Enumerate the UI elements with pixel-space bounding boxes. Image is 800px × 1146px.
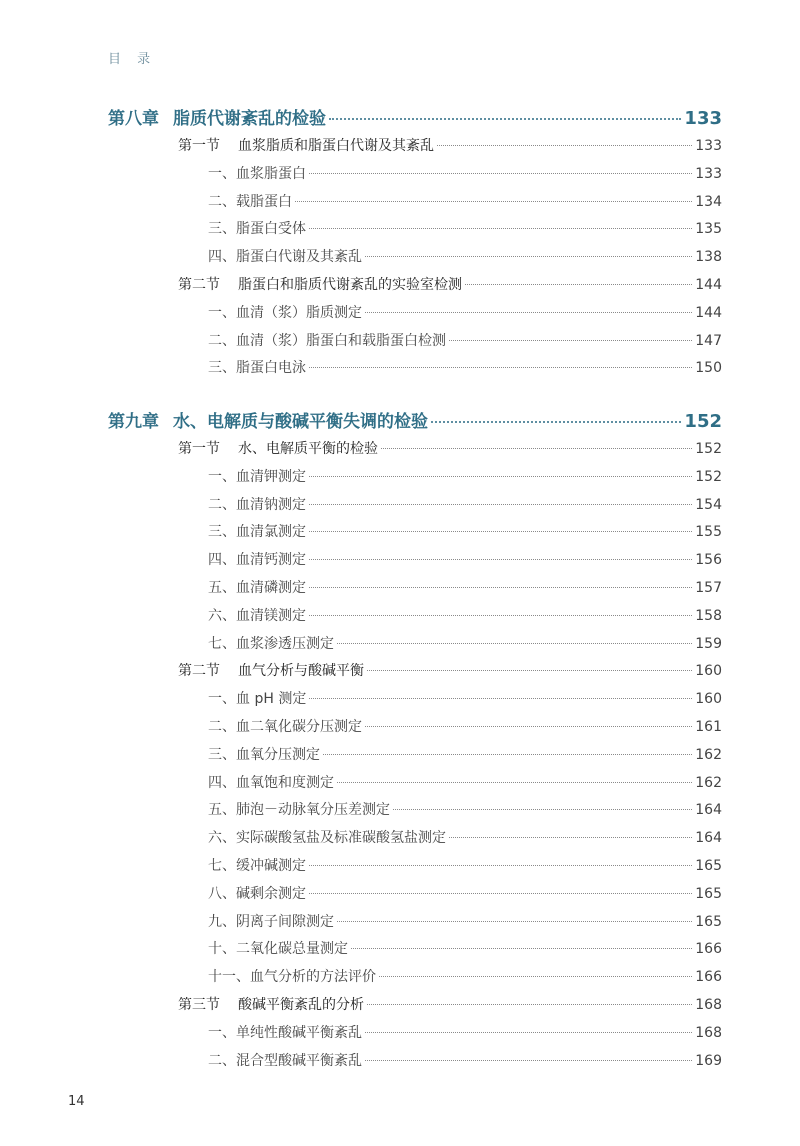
toc-item-row	[208, 494, 722, 514]
toc-page-number: 147	[695, 332, 722, 349]
toc-item-title: 五、肺泡－动脉氧分压差测定	[208, 802, 390, 819]
toc-page-number: 160	[695, 691, 722, 708]
dot-leader	[465, 284, 692, 285]
toc-item-title: 六、实际碳酸氢盐及标准碳酸氢盐测定	[208, 830, 446, 847]
toc-section-title: 血气分析与酸碱平衡	[238, 663, 364, 680]
toc-item-row	[208, 716, 722, 736]
toc-chapter-title: 脂质代谢紊乱的检验	[173, 109, 326, 129]
dot-leader	[309, 865, 692, 866]
toc-page-number: 161	[695, 719, 722, 735]
toc-section-row	[178, 994, 722, 1014]
dot-leader	[449, 340, 692, 341]
toc-page-number: 160	[695, 663, 722, 680]
toc-item-title: 三、脂蛋白受体	[208, 221, 306, 238]
dot-leader	[365, 1032, 692, 1033]
toc-item-row	[208, 827, 722, 847]
toc-item-title: 五、血清磷测定	[208, 580, 306, 596]
toc-item-title: 四、脂蛋白代谢及其紊乱	[208, 249, 362, 266]
dot-leader	[309, 504, 692, 505]
toc-section-title: 酸碱平衡紊乱的分析	[238, 997, 364, 1013]
toc-section-title: 血浆脂质和脂蛋白代谢及其紊乱	[238, 138, 434, 154]
dot-leader	[337, 921, 692, 922]
toc-item-title: 十一、血气分析的方法评价	[208, 969, 376, 986]
toc-item-title: 二、血清（浆）脂蛋白和载脂蛋白检测	[208, 332, 446, 349]
toc-page-number: 154	[695, 496, 722, 513]
toc-item-row	[208, 772, 722, 792]
dot-leader	[309, 367, 692, 368]
toc-section-row	[178, 660, 722, 680]
dot-leader	[365, 312, 692, 313]
toc-page-number: 134	[695, 193, 722, 210]
toc-item-title: 一、血清（浆）脂质测定	[208, 304, 362, 321]
toc-section-row	[178, 274, 722, 294]
toc-page-number: 168	[695, 1024, 722, 1041]
toc-item-title: 十、二氧化碳总量测定	[208, 941, 348, 958]
dot-leader	[309, 531, 692, 532]
dot-leader	[323, 754, 692, 755]
toc-page-number: 165	[695, 913, 722, 930]
toc-page-number: 166	[695, 969, 722, 986]
toc-chapter-number: 第九章	[108, 412, 159, 432]
dot-leader	[393, 809, 692, 810]
toc-page-number: 135	[695, 221, 722, 238]
toc-item-row	[208, 799, 722, 819]
dot-leader	[329, 118, 681, 120]
toc-page-number: 133	[684, 108, 722, 129]
toc-item-title: 四、血氧饱和度测定	[208, 774, 334, 791]
toc-section-number: 第一节	[178, 138, 220, 154]
toc-item-row	[208, 246, 722, 266]
dot-leader	[381, 448, 692, 449]
toc-page-number: 144	[695, 277, 722, 293]
toc-item-title: 三、血清氯测定	[208, 524, 306, 541]
toc-page-number: 152	[695, 441, 722, 457]
dot-leader	[337, 643, 692, 644]
toc-section-row	[178, 438, 722, 458]
toc-item-row	[208, 605, 722, 625]
toc-item-title: 九、阴离子间隙测定	[208, 913, 334, 930]
toc-section-row	[178, 135, 722, 155]
toc-item-row	[208, 357, 722, 377]
dot-leader	[365, 1060, 692, 1061]
toc-page-number: 157	[695, 580, 722, 596]
toc-item-row	[208, 966, 722, 986]
toc-item-row	[208, 1050, 722, 1070]
toc-item-row	[208, 466, 722, 486]
dot-leader	[309, 476, 692, 477]
toc-item-title: 二、载脂蛋白	[208, 193, 292, 210]
toc-item-title: 七、血浆渗透压测定	[208, 635, 334, 652]
dot-leader	[309, 228, 692, 229]
toc-item-title: 三、脂蛋白电泳	[208, 360, 306, 377]
toc-page-number: 158	[695, 607, 722, 624]
toc-item-row	[208, 883, 722, 903]
toc-item-title: 八、碱剩余测定	[208, 885, 306, 902]
toc-page-number: 156	[695, 552, 722, 569]
toc-page-number: 162	[695, 774, 722, 791]
toc-page-number: 144	[695, 304, 722, 321]
toc-item-row	[208, 744, 722, 764]
toc-item-row	[208, 549, 722, 569]
toc-item-row	[208, 911, 722, 931]
toc-page-number: 152	[684, 411, 722, 432]
toc-section-title: 水、电解质平衡的检验	[238, 441, 378, 457]
toc-item-title: 二、血清钠测定	[208, 496, 306, 513]
dot-leader	[367, 670, 692, 671]
toc-page-number: 138	[695, 249, 722, 266]
dot-leader	[337, 782, 692, 783]
page-number: 14	[68, 1094, 85, 1109]
dot-leader	[365, 726, 692, 727]
toc-page-number: 159	[695, 635, 722, 652]
dot-leader	[449, 837, 692, 838]
toc-chapter-row	[108, 104, 722, 129]
toc-section-number: 第二节	[178, 663, 220, 680]
toc-item-row	[208, 938, 722, 958]
dot-leader	[309, 173, 692, 174]
dot-leader	[295, 201, 692, 202]
toc-item-title: 七、缓冲碱测定	[208, 858, 306, 874]
toc-item-row	[208, 218, 722, 238]
toc-chapter-number: 第八章	[108, 109, 159, 129]
toc-item-title: 六、血清镁测定	[208, 607, 306, 624]
toc-item-row	[208, 577, 722, 597]
toc-page-number: 166	[695, 941, 722, 958]
toc-item-row	[208, 855, 722, 875]
toc-chapter-title: 水、电解质与酸碱平衡失调的检验	[173, 412, 428, 432]
toc-page-number: 155	[695, 524, 722, 541]
toc-item-title: 四、血清钙测定	[208, 552, 306, 569]
toc-page-number: 165	[695, 858, 722, 874]
toc-page-number: 152	[695, 468, 722, 485]
dot-leader	[365, 256, 692, 257]
toc-item-title: 一、血 pH 测定	[208, 691, 307, 708]
dot-leader	[431, 421, 681, 423]
toc-item-title: 二、血二氧化碳分压测定	[208, 719, 362, 735]
toc-item-title: 二、混合型酸碱平衡紊乱	[208, 1052, 362, 1069]
toc-page-number: 164	[695, 802, 722, 819]
toc-page-number: 150	[695, 360, 722, 377]
toc-section-number: 第一节	[178, 441, 220, 457]
toc-item-title: 一、血清钾测定	[208, 468, 306, 485]
toc-page-number: 168	[695, 997, 722, 1013]
toc-item-row	[208, 1022, 722, 1042]
dot-leader	[309, 559, 692, 560]
dot-leader	[309, 893, 692, 894]
dot-leader	[437, 145, 692, 146]
toc-page-number: 133	[695, 138, 722, 154]
dot-leader	[309, 698, 692, 699]
toc-section-title: 脂蛋白和脂质代谢紊乱的实验室检测	[238, 277, 462, 293]
toc-item-title: 三、血氧分压测定	[208, 746, 320, 763]
toc-item-row	[208, 330, 722, 350]
toc-page-number: 165	[695, 885, 722, 902]
toc-page-number: 164	[695, 830, 722, 847]
toc-item-row	[208, 302, 722, 322]
toc-page-number: 162	[695, 746, 722, 763]
toc-page-number: 169	[695, 1052, 722, 1069]
toc-item-row	[208, 633, 722, 653]
toc-item-row	[208, 688, 722, 708]
toc-section-number: 第二节	[178, 277, 220, 293]
running-header: 目 录	[108, 52, 157, 67]
toc-item-row	[208, 191, 722, 211]
toc-page-number: 133	[695, 165, 722, 182]
dot-leader	[309, 587, 692, 588]
toc-item-row	[208, 521, 722, 541]
toc-section-number: 第三节	[178, 997, 220, 1013]
dot-leader	[309, 615, 692, 616]
toc-item-title: 一、血浆脂蛋白	[208, 165, 306, 182]
toc-item-row	[208, 163, 722, 183]
dot-leader	[367, 1004, 692, 1005]
toc-item-title: 一、单纯性酸碱平衡紊乱	[208, 1024, 362, 1041]
dot-leader	[351, 948, 692, 949]
toc-chapter-row	[108, 407, 722, 432]
dot-leader	[379, 976, 692, 977]
